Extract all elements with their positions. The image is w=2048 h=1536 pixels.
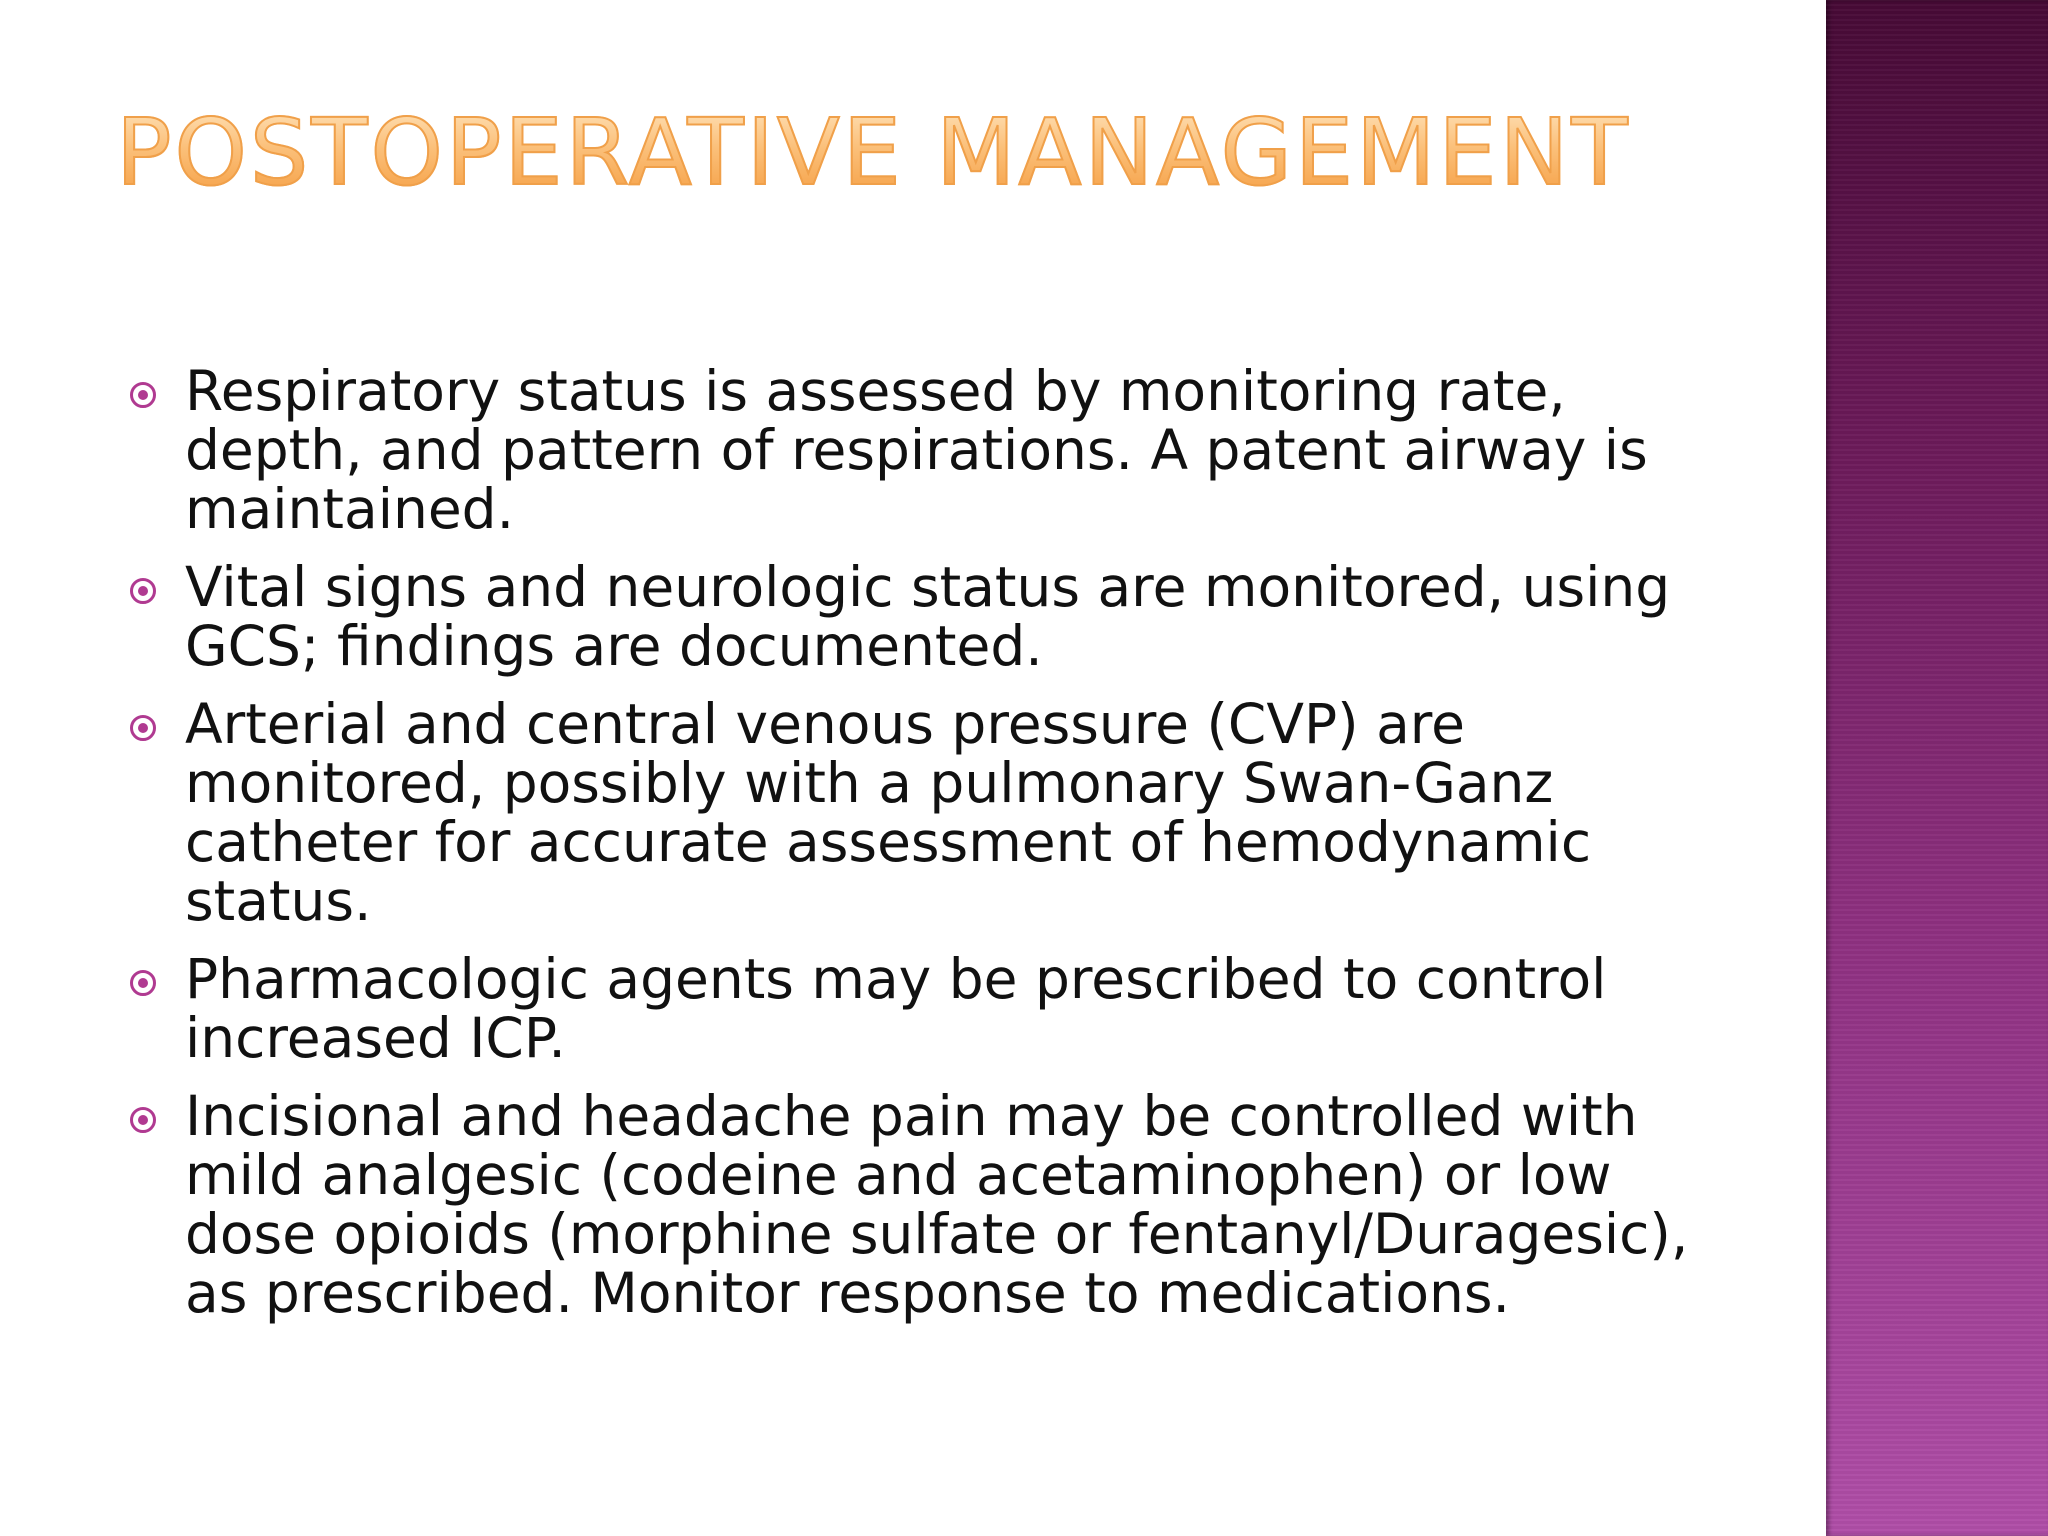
bullet-item	[130, 359, 1720, 541]
slide-title: POSTOPERATIVE MANAGEMENT	[116, 99, 1631, 206]
bullet-text: Incisional and headache pain may be controlled with mild analgesic (codeine and acetaminophen) or low dose opioids (morphine sulfate or fentanyl/Duragesic), as prescribed. Monitor response to medications.	[185, 1084, 1689, 1325]
decorative-side-bar	[1826, 0, 2048, 1536]
bullet-text: Respiratory status is assessed by monitoring rate, depth, and pattern of respirations. A patent airway is maintained.	[185, 359, 1648, 541]
circled-dot-bullet-icon	[130, 970, 156, 996]
circled-dot-bullet-icon	[130, 715, 156, 741]
bullet-item	[130, 947, 1720, 1070]
bullet-item	[130, 555, 1720, 678]
circled-dot-bullet-icon	[130, 1107, 156, 1133]
bullet-text: Arterial and central venous pressure (CVP) are monitored, possibly with a pulmonary Swan-Ganz catheter for accurate assessment of hemodynamic status.	[185, 692, 1592, 933]
bullet-item	[130, 692, 1720, 933]
bullet-list	[130, 359, 1720, 1342]
bullet-text: Pharmacologic agents may be prescribed to control increased ICP.	[185, 947, 1607, 1070]
bullet-item	[130, 1084, 1720, 1325]
circled-dot-bullet-icon	[130, 382, 156, 408]
circled-dot-bullet-icon	[130, 578, 156, 604]
bullet-text: Vital signs and neurologic status are monitored, using GCS; findings are documented.	[185, 555, 1671, 678]
